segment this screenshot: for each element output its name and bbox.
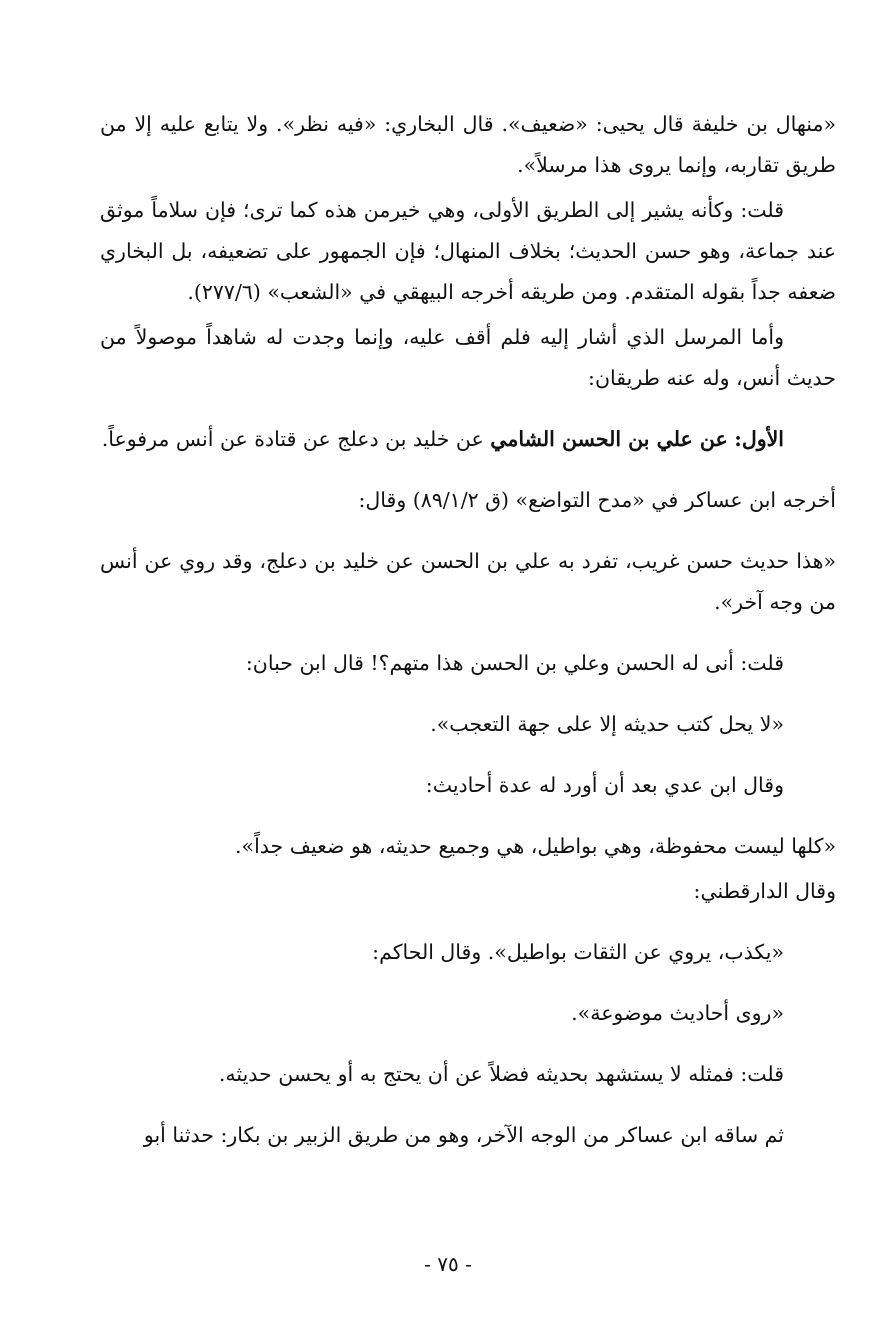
first-path-paragraph bbox=[100, 419, 836, 460]
ibn-adi-intro-paragraph: وقال ابن عدي بعد أن أورد له عدة أحاديث: bbox=[425, 773, 784, 797]
ibn-asakir-quote-paragraph: «هذا حديث حسن غريب، تفرد به علي بن الحسن عن خليد بن دعلج، وقد روي عن أنس من وجه آخر». bbox=[100, 549, 836, 614]
first-path-narrator: عن علي بن الحسن الشامي bbox=[490, 427, 728, 451]
page-body bbox=[100, 104, 836, 1176]
comment-ibn-hibban-paragraph: قلت: أنى له الحسن وعلي بن الحسن هذا متهم؟! قال ابن حبان: bbox=[245, 651, 784, 675]
ibn-hibban-quote-paragraph: «لا يحل كتب حديثه إلا على جهة التعجب». bbox=[430, 712, 784, 736]
quote-minhal-paragraph: «منهال بن خليفة قال يحيى: «ضعيف». قال البخاري: «فيه نظر». ولا يتابع عليه إلا من طريق تقاربه، وإنما يروى هذا مرسلاً». bbox=[100, 112, 836, 177]
mursal-paragraph: وأما المرسل الذي أشار إليه فلم أقف عليه، وإنما وجدت له شاهداً موصولاً من حديث أنس، وله عنه طريقان: bbox=[100, 325, 836, 390]
hakim-quote-paragraph: «روى أحاديث موضوعة». bbox=[571, 1001, 784, 1025]
ibn-adi-quote-paragraph: «كلها ليست محفوظة، وهي بواطيل، هي وجميع حديثه، هو ضعيف جداً». bbox=[235, 834, 836, 858]
first-path-lead: الأول: bbox=[734, 427, 784, 451]
conclusion-paragraph: قلت: فمثله لا يستشهد بحديثه فضلاً عن أن يحتج به أو يحسن حديثه. bbox=[218, 1062, 784, 1086]
comment-salam-paragraph: قلت: وكأنه يشير إلى الطريق الأولى، وهي خيرمن هذه كما ترى؛ فإن سلاماً موثق عند جماعة، وهو حسن الحديث؛ بخلاف المنهال؛ فإن الجمهور على تضعيفه، بل البخاري ضعفه جداً بقوله المتقدم. ومن طريقه أخرجه البيهقي في «الشعب» (٢٧٧/٦). bbox=[100, 198, 836, 304]
page-number: - ٧٥ - bbox=[424, 1252, 472, 1276]
second-path-paragraph: ثم ساقه ابن عساكر من الوجه الآخر، وهو من طريق الزبير بن بكار: حدثنا أبو bbox=[143, 1123, 784, 1147]
daraqutni-intro-paragraph: وقال الدارقطني: bbox=[693, 879, 836, 903]
first-path-rest: عن خليد بن دعلج عن قتادة عن أنس مرفوعاً. bbox=[101, 427, 484, 451]
ibn-asakir-source-paragraph: أخرجه ابن عساكر في «مدح التواضع» (ق ٨٩/١/٢) وقال: bbox=[358, 488, 836, 512]
daraqutni-quote-paragraph: «يكذب، يروي عن الثقات بواطيل». وقال الحاكم: bbox=[372, 940, 784, 964]
